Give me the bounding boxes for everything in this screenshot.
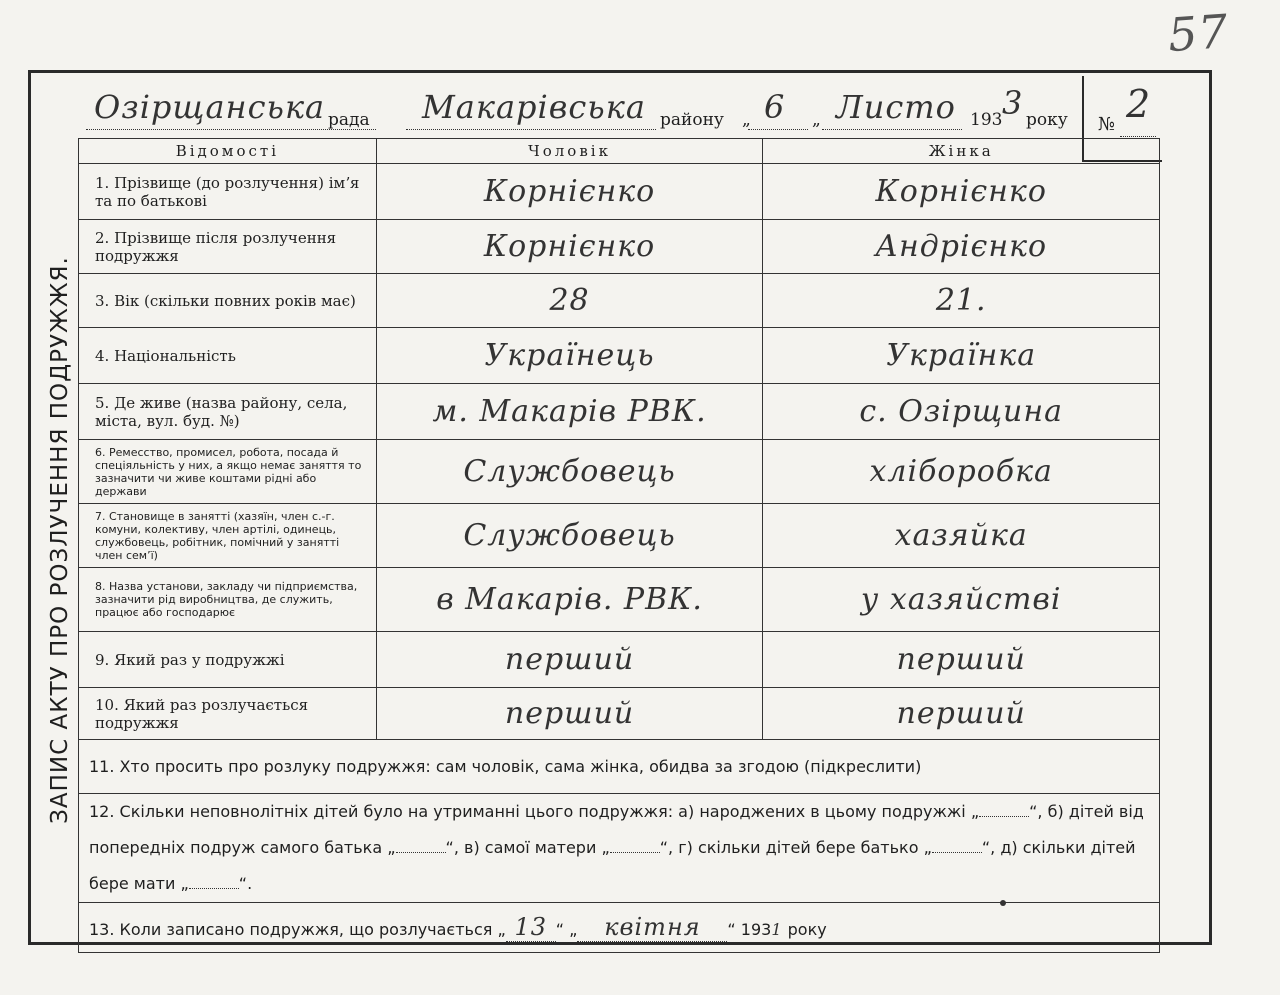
q13-month: квітня <box>577 913 727 942</box>
q12-blank-d <box>932 852 982 853</box>
table-row <box>79 164 1160 220</box>
row-question: 7. Становище в занятті (хазяїн, член с.-г. комуни, колективу, член артілі, одинець, службовець, робітник, помічний у занятті член семʼї) <box>79 504 377 568</box>
wife-answer: перший <box>763 688 1160 740</box>
wife-answer: у хазяйстві <box>763 568 1160 632</box>
district-name: Макарівська <box>422 88 646 126</box>
q12-part-b: б) дітей від попередніх подруж самого батька <box>89 802 1144 857</box>
table-row <box>79 740 1160 794</box>
row-question: 4. Національність <box>79 328 377 384</box>
husband-answer: Службовець <box>376 504 763 568</box>
question-13: 13. Коли записано подружжя, що розлучається „ 13 “ „ квітня “ 1931 року <box>79 903 1160 953</box>
row-question: 10. Який раз розлучається подружжя <box>79 688 377 740</box>
row-question: 3. Вік (скільки повних років має) <box>79 274 377 328</box>
row-question: 1. Прізвище (до розлучення) імʼя та по батькові <box>79 164 377 220</box>
document-header: Озірщанська рада Макарівська району „ 6 „ Листо 193 3 року <box>36 76 1086 136</box>
council-label: рада <box>328 110 370 130</box>
column-header-husband: Чоловік <box>376 139 763 164</box>
wife-answer: Українка <box>763 328 1160 384</box>
table-row <box>79 794 1160 903</box>
q13-label: 13. Коли записано подружжя, що розлучається <box>89 920 493 939</box>
table-row <box>79 384 1160 440</box>
table-row <box>79 504 1160 568</box>
table-row <box>79 328 1160 384</box>
year-handwritten: 3 <box>1002 84 1024 122</box>
husband-answer: Службовець <box>376 440 763 504</box>
table-row <box>79 440 1160 504</box>
q12-blank-e <box>189 888 239 889</box>
wife-answer: хліборобка <box>763 440 1160 504</box>
district-label: району <box>660 110 724 130</box>
q12-part-c: в) самої матери <box>464 838 597 857</box>
q13-year-printed: 193 <box>740 920 772 939</box>
record-number: 2 <box>1126 82 1152 126</box>
husband-answer: перший <box>376 688 763 740</box>
husband-answer: перший <box>376 632 763 688</box>
row-question: 8. Назва установи, закладу чи підприємства, зазначити рід виробництва, де служить, працює або господарює <box>79 568 377 632</box>
q12-blank-c <box>610 852 660 853</box>
q13-year-label: року <box>787 920 827 939</box>
row-question: 5. Де живе (назва району, села, міста, вул. буд. №) <box>79 384 377 440</box>
q12-blank-b <box>396 852 446 853</box>
question-11: 11. Хто просить про розлуку подружжя: сам чоловік, сама жінка, обидва за згодою (підкреслити) <box>79 740 1160 794</box>
table-row <box>79 688 1160 740</box>
column-header-wife: Жінка <box>763 139 1160 164</box>
husband-answer: 28 <box>376 274 763 328</box>
husband-answer: м. Макарів РВК. <box>376 384 763 440</box>
column-header-info: Відомості <box>79 139 377 164</box>
table-row <box>79 903 1160 953</box>
wife-answer: перший <box>763 632 1160 688</box>
wife-answer: с. Озірщина <box>763 384 1160 440</box>
council-name: Озірщанська <box>94 88 326 126</box>
wife-answer: 21. <box>763 274 1160 328</box>
divorce-record-table <box>78 138 1160 953</box>
q13-day: 13 <box>506 913 556 942</box>
row-question: 9. Який раз у подружжі <box>79 632 377 688</box>
page-number: 57 <box>1166 3 1231 63</box>
table-row <box>79 220 1160 274</box>
husband-answer: Корнієнко <box>376 220 763 274</box>
ink-dot <box>1000 900 1006 906</box>
date-day: 6 <box>764 88 786 126</box>
date-month: Листо <box>836 88 956 126</box>
number-label: № <box>1098 114 1116 135</box>
side-title <box>40 140 80 940</box>
wife-answer: Корнієнко <box>763 164 1160 220</box>
q13-year-handwritten: 1 <box>771 920 783 939</box>
year-printed: 193 <box>970 110 1003 130</box>
side-title-text: ЗАПИС АКТУ ПРО РОЗЛУЧЕННЯ ПОДРУЖЖЯ. <box>47 256 73 824</box>
year-label: року <box>1026 110 1068 130</box>
q12-blank-a <box>979 816 1029 817</box>
wife-answer: Андрієнко <box>763 220 1160 274</box>
table-row <box>79 632 1160 688</box>
question-12: 12. Скільки неповнолітніх дітей було на утриманні цього подружжя: а) народжених в цьому подружжі „ “, б) дітей від попередніх подруж самого батька „ “, в) самої матери „ “, г) скільки дітей бере батько „ “, д) скільки дітей бере мати „ “. <box>79 794 1160 903</box>
row-question: 2. Прізвище після розлучення подружжя <box>79 220 377 274</box>
table-row <box>79 274 1160 328</box>
husband-answer: в Макарів. РВК. <box>376 568 763 632</box>
wife-answer: хазяйка <box>763 504 1160 568</box>
husband-answer: Українець <box>376 328 763 384</box>
q12-part-d: г) скільки дітей бере батько <box>678 838 919 857</box>
row-question: 6. Ремесство, промисел, робота, посада й спеціяльність у них, а якщо немає заняття то зазначити чи живе коштами рідні або держави <box>79 440 377 504</box>
q12-part-a: 12. Скільки неповнолітніх дітей було на утриманні цього подружжя: а) народжених в цьому подружжі <box>89 802 966 821</box>
husband-answer: Корнієнко <box>376 164 763 220</box>
table-row <box>79 568 1160 632</box>
q12-part-e: д) скільки дітей бере мати <box>89 838 1136 893</box>
